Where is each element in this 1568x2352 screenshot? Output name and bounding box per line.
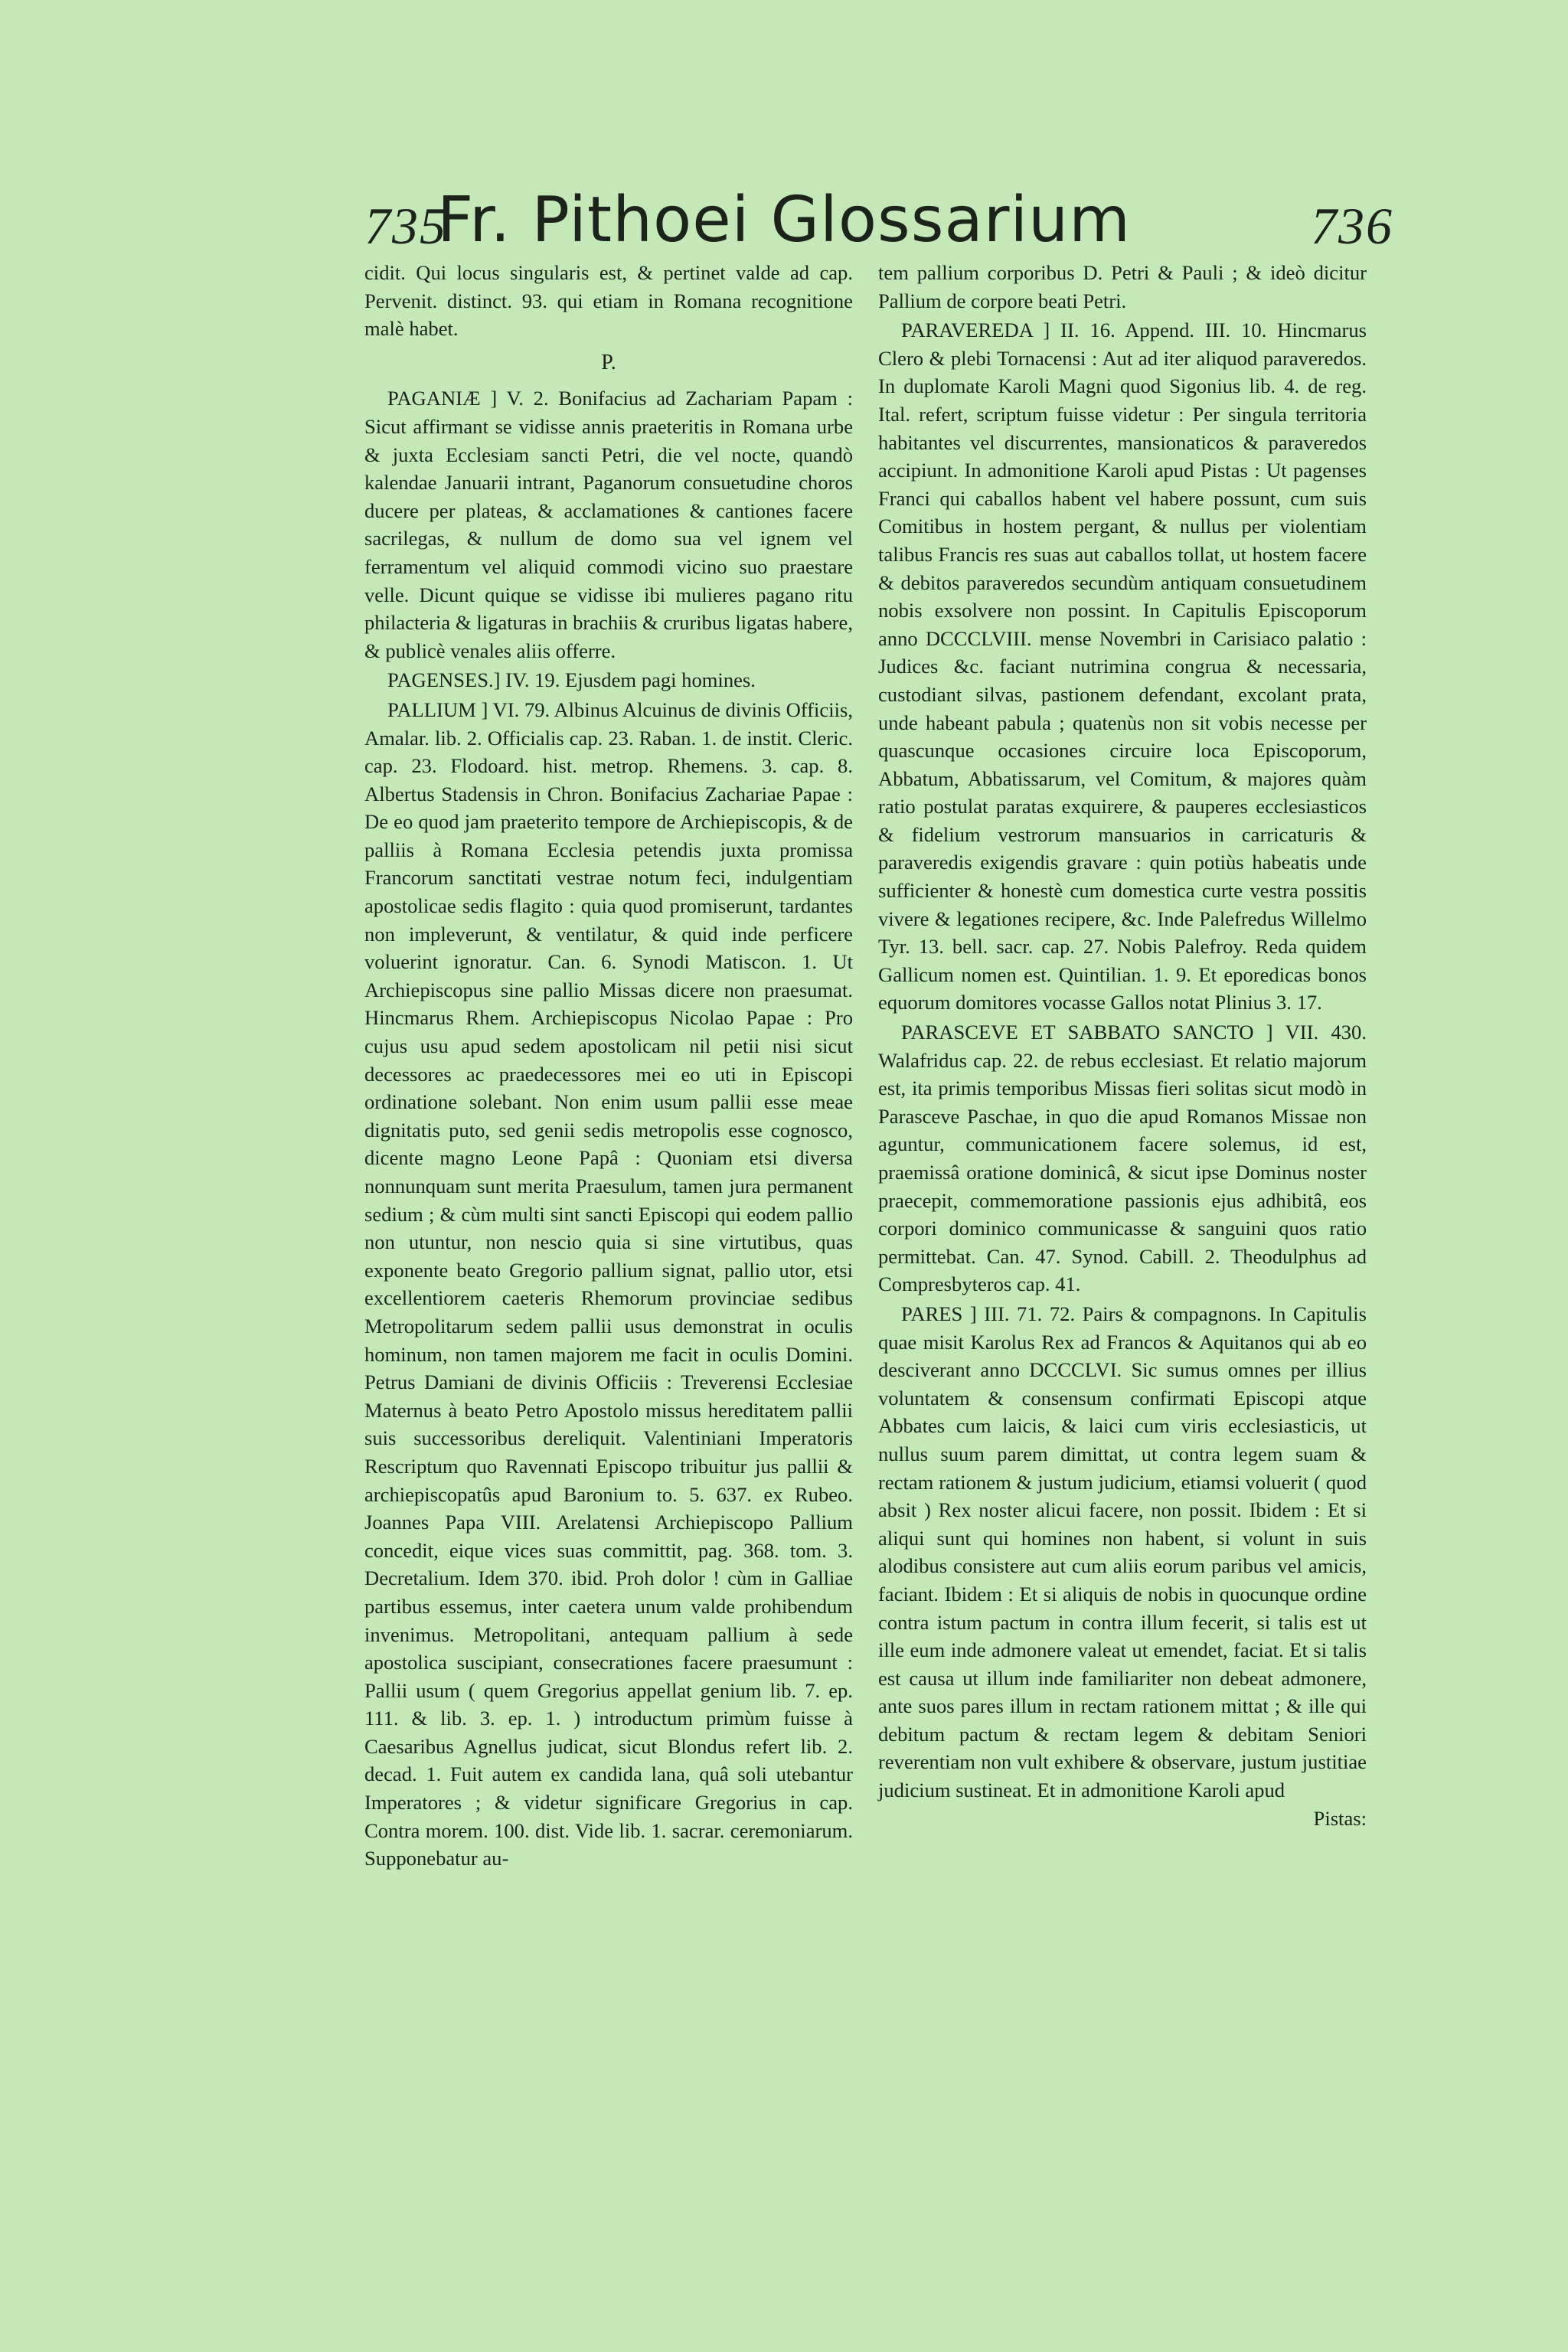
section-letter: P. [601, 350, 616, 374]
catchword: Pistas: [1313, 1806, 1367, 1830]
entry-parasceve: PARASCEVE ET SABBATO SANCTO ] VII. 430. Walafridus cap. 22. de rebus ecclesiast. Et relatio majorum est, ita primis temporibus Missas fieri solitas sicut modò in Parasceve Paschae, in quo die apud Romanos Missae non aguntur, communicationem facere solemus, id est, praemissâ oratione dominicâ, & sicut ipse Dominus noster praecepit, commemoratione passionis ejus adhibitâ, eos corpori dominico communicasse & sanguini quos ratio permittebat. Can. 47. Synod. Cabill. 2. Theodulphus ad Compresbyteros cap. 41. [878, 1021, 1367, 1296]
right-column [878, 259, 1367, 1832]
entry-pagenses: PAGENSES.] IV. 19. Ejusdem pagi homines. [387, 668, 756, 692]
page-number-left: 735 [364, 197, 447, 255]
page-title: Fr. Pithoei Glossarium [436, 184, 1132, 256]
paragraph-continuation: tem pallium corporibus D. Petri & Pauli ; & ideò dicitur Pallium de corpore beati Petri. [878, 261, 1367, 312]
entry-pares: PARES ] III. 71. 72. Pairs & compagnons. In Capitulis quae misit Karolus Rex ad Francos & Aquitanos qui ab eo desciverant anno DCCCLVI. Sic sumus omnes per illius voluntatem & consensum confirmati Episcopi atque Abbates cum laicis, & laici cum viris ecclesiasticis, ut nullus suum parem dimittat, ut contra legem suam & rectam rationem & justum judicium, etiamsi voluerit ( quod absit ) Rex noster alicui facere, non possit. Ibidem : Et si aliqui sunt qui homines non habent, si volunt in suis alodibus consistere aut cum aliis eorum paribus vel amicis, faciant. Ibidem : Et si aliquis de nobis in quocunque ordine contra istum pactum in contra illum fecerit, si talis est ut ille eum inde admonere valeat ut emendet, faciat. Et si talis est causa ut illum inde familiariter non debeat admonere, ante suos pares illum in rectam rationem mittat ; & ille qui debitum pactum & rectam legem & debitam Seniori reverentiam non vult exhibere & observare, justum justitiae judicium sustineat. Et in admonitione Karoli apud [878, 1302, 1367, 1802]
left-column [364, 259, 853, 1873]
entry-paganiae: PAGANIÆ ] V. 2. Bonifacius ad Zachariam Papam : Sicut affirmant se vidisse annis praeteritis in Romana urbe & juxta Ecclesiam sancti Petri, die vel nocte, quandò kalendae Januarii intrant, Paganorum consuetudine choros ducere per plateas, & acclamationes & cantiones facere sacrilegas, & nullum de domo sua vel ignem vel ferramentum vel aliquid commodi vicino suo praestare velle. Dicunt quique se vidisse ibi mulieres pagano ritu philacteria & ligaturas in brachiis & cruribus ligatas habere, & publicè venales aliis offerre. [364, 387, 853, 662]
entry-paravereda: PARAVEREDA ] II. 16. Append. III. 10. Hincmarus Clero & plebi Tornacensi : Aut ad iter aliquod paraveredos. In duplomate Karoli Magni quod Sigonius lib. 4. de reg. Ital. refert, scriptum fuisse videtur : Per singula territoria habitantes vel discurrentes, mansionaticos & paraveredos accipiunt. In admonitione Karoli apud Pistas : Ut pagenses Franci qui caballos habent vel habere possunt, cum suis Comitibus in hostem pergant, & nullus per violentiam talibus Francis res suas aut caballos tollat, ut hostem facere & debitos paraveredos secundùm antiquam consuetudinem nobis exsolvere non possint. In Capitulis Episcoporum anno DCCCLVIII. mense Novembri in Carisiaco palatio : Judices &c. faciant nutrimina congrua & necessaria, custodiant silvas, pastionem defendant, excolant prata, unde habeant pabula ; quatenùs non sit vobis necesse per quascunque occasiones circuire loca Episcoporum, Abbatum, Abbatissarum, vel Comitum, & majores quàm ratio postulat paratas exquirere, & pauperes ecclesiasticos & fidelium vestrorum mansuarios in carricaturis & paraveredis exigendis gravare : quin potiùs habeatis unde sufficienter & honestè cum domestica curte vestra possitis vivere & legationes recipere, &c. Inde Palefredus Willelmo Tyr. 13. bell. sacr. cap. 27. Nobis Palefroy. Reda quidem Gallicum nomen est. Quintilian. 1. 9. Et eporedicas bonos equorum domitores vocasse Gallos notat Plinius 3. 17. [878, 318, 1367, 1014]
paragraph-continuation: cidit. Qui locus singularis est, & pertinet valde ad cap. Pervenit. distinct. 93. qui etiam in Romana recognitione malè habet. [364, 261, 853, 341]
page-number-right: 736 [1311, 197, 1393, 255]
entry-pallium: PALLIUM ] VI. 79. Albinus Alcuinus de divinis Officiis, Amalar. lib. 2. Officialis cap. 23. Raban. 1. de instit. Cleric. cap. 23. Flodoard. hist. metrop. Rhemens. 3. cap. 8. Albertus Stadensis in Chron. Bonifacius Zachariae Papae : De eo quod jam praeterito tempore de Archiepiscopis, & de palliis à Romana Ecclesia petendis juxta promissa Francorum sanctitati vestrae notum feci, indulgentiam apostolicae sedis flagito : quia quod promiserunt, tardantes non impleverunt, & ventilatur, & quid inde perficere voluerint ignoratur. Can. 6. Synodi Matiscon. 1. Ut Archiepiscopus sine pallio Missas dicere non praesumat. Hincmarus Rhem. Archiepiscopus Nicolao Papae : Pro cujus usu apud sedem apostolicam nil petii nisi sicut decessores ac praedecessores mei eo uti in Episcopi ordinatione solebant. Non enim usum pallii esse meae dignitatis puto, sed genii sedis metropolis esse cognosco, dicente magno Leone Papâ : Quoniam etsi diversa nonnunquam sunt merita Praesulum, tamen jura permanent sedium ; & cùm multi sint sancti Episcopi qui eodem pallio non utuntur, non nescio quia si sine virtutibus, quas exponente beato Gregorio pallium signat, pallio utor, etsi excellentiorem caeteris Rhemorum provinciae sedibus Metropolitarum sedem pallii usus demonstrat in oculis hominum, non tamen majorem me facit in oculis Domini. Petrus Damiani de divinis Officiis : Treverensi Ecclesiae Maternus à beato Petro Apostolo missus hereditatem pallii suis successoribus dereliquit. Valentiniani Imperatoris Rescriptum quo Ravennati Episcopo tribuitur jus pallii & archiepiscopatûs apud Baronium to. 5. 637. ex Rubeo. Joannes Papa VIII. Arelatensi Archiepiscopo Pallium concedit, eique vices suas committit, pag. 368. tom. 3. Decretalium. Idem 370. ibid. Proh dolor ! cùm in Galliae partibus essemus, inter caetera unum valde prohibendum invenimus. Metropolitani, antequam pallium à sede apostolica suscipiant, consecrationes facere praesumunt : Pallii usum ( quem Gregorius appellat genium lib. 7. ep. 111. & lib. 3. ep. 1. ) introductum primùm fuisse à Caesaribus Agnellus judicat, sicut Blondus refert lib. 2. decad. 1. Fuit autem ex candida lana, quâ soli utebantur Imperatores ; & videtur significare Gregorius in cap. Contra morem. 100. dist. Vide lib. 1. sacrar. ceremoniarum. Supponebatur au- [364, 697, 853, 1870]
